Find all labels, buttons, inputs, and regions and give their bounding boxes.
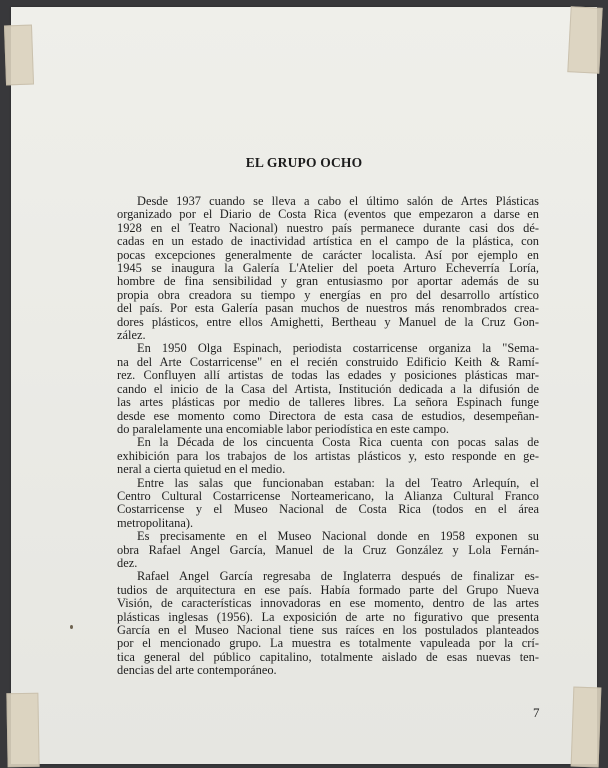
text-line: propia obra creadora su tiempo y energías en pro del desarrollo artístico <box>117 287 539 302</box>
text-line: tudios de arquitectura en ese país. Había formado parte del Grupo Nueva <box>117 582 539 597</box>
tape-strip-top-right <box>567 6 602 74</box>
paragraph <box>117 436 539 476</box>
paragraph <box>117 342 539 436</box>
text-line: 1928 en el Teatro Nacional) nuestro país permanece durante casi dos dé- <box>117 220 539 235</box>
text-line: por el mencionado grupo. La muestra es totalmente vapuleada por la crí- <box>117 636 539 651</box>
text-line: dez. <box>117 555 138 570</box>
text-line: Centro Cultural Costarricense Norteamericano, la Alianza Cultural Franco <box>117 488 539 503</box>
text-line: pocas excepciones generalmente de carácter localista. Así por ejemplo en <box>117 247 539 262</box>
text-line: obra Rafael Angel García, Manuel de la Cruz González y Lola Fernán- <box>117 542 539 557</box>
page-title: EL GRUPO OCHO <box>245 155 363 170</box>
text-line: García en el Museo Nacional tiene sus raíces en los postulados planteados <box>117 623 539 637</box>
text-line: metropolitana). <box>117 515 194 530</box>
text-line: exhibición para los trabajos de los artistas plásticos y, esto responde en ge- <box>117 448 539 463</box>
text-line: Es precisamente en el Museo Nacional donde en 1958 exponen su <box>137 529 539 544</box>
tape-strip-bottom-right <box>571 687 602 768</box>
paper-speck <box>70 625 73 629</box>
text-line: plásticas inglesas (1956). La exposición de arte no figurativo que presenta <box>117 609 539 624</box>
tape-strip-top-left <box>4 25 34 86</box>
text-line: cando el inicio de la Casa del Artista, Institución dedicada a la difusión de <box>117 381 539 396</box>
text-line: las artes plásticas por medio de talleres libres. La señora Espinach funge <box>117 395 539 410</box>
text-line: Desde 1937 cuando se lleva a cabo el último salón de Artes Plásticas <box>137 194 539 208</box>
text-line: Visión, de características innovadoras en ese momento, dentro de las artes <box>117 596 539 611</box>
tape-strip-bottom-left <box>6 693 39 768</box>
text-line: En 1950 Olga Espinach, periodista costarricense organiza la "Sema- <box>137 341 539 356</box>
text-line: neral a cierta quietud en el medio. <box>117 462 286 477</box>
text-line: En la Década de los cincuenta Costa Rica cuenta con pocas salas de <box>137 435 539 450</box>
text-line: do paralelamente una encomiable labor periodística en este campo. <box>117 421 449 436</box>
text-line: dencias del arte contemporáneo. <box>117 663 277 678</box>
text-line: Costarricense y el Museo Nacional de Costa Rica (todos en el área <box>117 502 539 517</box>
document-page <box>11 7 597 764</box>
text-line: tica general del público capitalino, totalmente aislado de esas nuevas ten- <box>117 649 539 664</box>
paragraph <box>117 195 539 342</box>
text-line: desde ese momento como Directora de esta casa de estudios, desempeñan- <box>117 408 539 423</box>
text-line: Rafael Angel García regresaba de Inglaterra después de finalizar es- <box>137 569 539 584</box>
text-line: organizado por el Diario de Costa Rica (eventos que empezaron a darse en <box>117 207 539 222</box>
text-line: del país. Por esta Galería pasan muchos de nuestros más renombrados crea- <box>117 301 539 316</box>
text-line: hombre de fina sensibilidad y gran entusiasmo por aportar además de su <box>117 274 539 289</box>
text-line: rez. Confluyen allí artistas de todas las edades y posiciones plásticas mar- <box>117 368 539 383</box>
paragraph <box>117 477 539 531</box>
text-line: 1945 se inaugura la Galería L'Atelier del poeta Arturo Echeverría Loría, <box>117 261 539 276</box>
text-line: cadas en un estado de inactividad artística en el campo de la plástica, con <box>117 234 539 249</box>
text-line: Entre las salas que funcionaban estaban: la del Teatro Arlequín, el <box>137 475 539 490</box>
body-text <box>117 195 539 678</box>
text-line: dores plásticos, entre ellos Amighetti, Bertheau y Manuel de la Cruz Gon- <box>117 314 539 329</box>
paragraph <box>117 570 539 677</box>
page-number: 7 <box>533 705 540 720</box>
paragraph <box>117 530 539 570</box>
text-line: na del Arte Costarricense" en el recién construido Edificio Keith & Ramí- <box>117 354 539 369</box>
text-line: zález. <box>117 328 146 343</box>
